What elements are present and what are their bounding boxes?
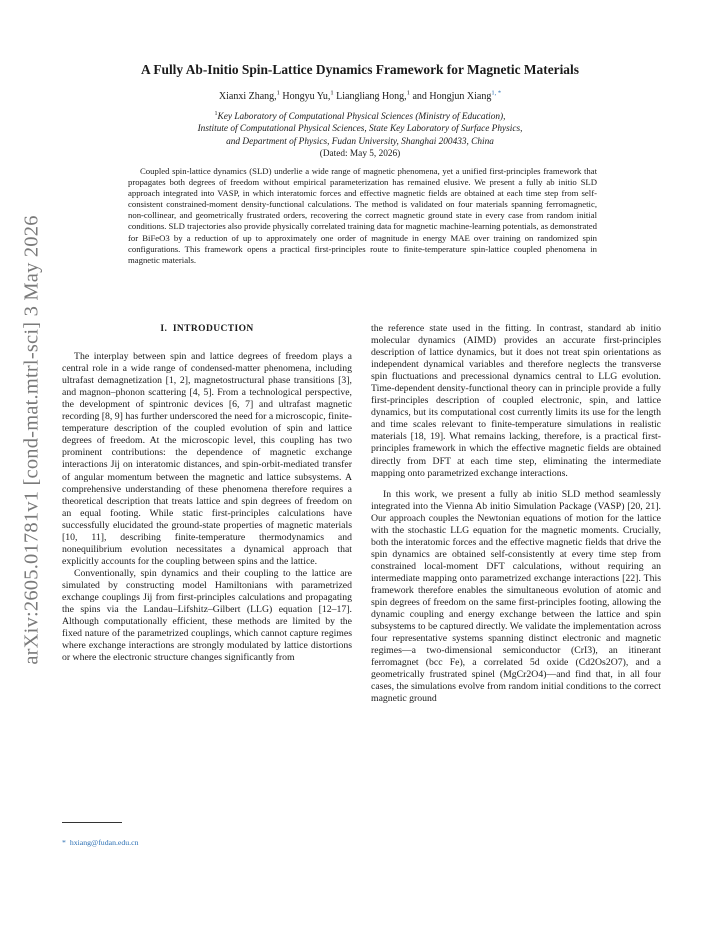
email-link[interactable]: hxiang@fudan.edu.cn <box>69 838 139 847</box>
paragraph: the reference state used in the fitting. In contrast, standard ab initio molecular dynamics (AIMD) provides an accurate first-principles description of lattice dynamics, but it does not treat spin orientations as independent dynamical variables and therefore neglects the transverse spin fluctuations and precessional dynamics central to LLG evolution. Time-dependent density-functional theory can in principle provide a fully first-principles description of coupled electronic, spin, and lattice dynamics, but its computational cost currently limits its use for the length and time scales relevant to finite-temperature simulations in realistic materials [18, 19]. What remains lacking, therefore, is a practical first-principles framework in which the effective magnetic fields are obtained directly from DFT at each time step, eliminating the intermediate mapping onto parametrized exchange interactions. <box>371 323 661 479</box>
arxiv-identifier: arXiv:2605.01781v1 [cond-mat.mtrl-sci] 3 May 2026 <box>20 215 43 665</box>
paper-title: A Fully Ab-Initio Spin-Lattice Dynamics Framework for Magnetic Materials <box>141 62 579 77</box>
footnote: * hxiang@fudan.edu.cn <box>62 838 139 847</box>
left-column <box>62 323 352 664</box>
author: and Hongjun Xiang$^{1, *}$ <box>412 90 502 103</box>
section-heading: I. INTRODUCTION <box>160 324 254 334</box>
paragraph: In this work, we present a fully ab initio SLD method seamlessly integrated into the Vienna Ab initio Simulation Package (VASP) [20, 21]. Our approach couples the Newtonian equations of motion for the lattice with the stochastic LLG equation for the magnetic moments. Crucially, both the interatomic forces and the effective magnetic fields that drive the spin dynamics are obtained self-consistently at every time step from constrained local-moment DFT calculations, without requiring an intermediate mapping onto parametrized exchange interactions [22]. This framework therefore enables the simultaneous evolution of atomic and spin degrees of freedom on the same first-principles footing, allowing the dynamic coupling and energy exchange between the lattice and spin subsystems to be captured directly. We validate the implementation across four representative systems spanning distinct electronic and magnetic regimes—a two-dimensional semiconductor (CrI3), an itinerant ferromagnet (bcc Fe), a correlated 5d oxide (Cd2Os2O7), and a geometrically frustrated spinel (MgCr2O4)—and find that, in all four cases, the simulations evolve from random initial conditions to the correct magnetic ground <box>371 488 661 705</box>
paragraph: Conventionally, spin dynamics and their coupling to the lattice are simulated by constructing model Hamiltonians with parametrized exchange couplings Jij from first-principles calculations and propagating the spins via the Landau–Lifshitz–Gilbert (LLG) equation [12–17]. Although computationally efficient, these methods are limited by the fixed nature of the parametrized couplings, which cannot capture regimes where exchange interactions are strongly modulated by lattice distortions or where the electronic structure changes significantly from <box>62 567 352 664</box>
right-column <box>371 323 661 705</box>
affiliation-line: and Department of Physics, Fudan University, Shanghai 200433, China <box>226 136 494 147</box>
affiliation-block <box>60 108 660 160</box>
abstract: Coupled spin-lattice dynamics (SLD) underlie a wide range of magnetic phenomena, yet a unified first-principles framework that propagates both degrees of freedom without empirical parameterization has remained elusive. We present a fully ab initio SLD approach integrated into VASP, in which interatomic forces and effective magnetic fields are obtained at each time step from self-consistent constrained-moment density-functional calculations. The method is validated on four materials spanning ferromagnetic, non-collinear, and geometrically frustrated orders, recovering the correct magnetic ground state in every case from random initial conditions. SLD trajectories also provide physically correlated training data for magnetic machine-learning potentials, as demonstrated for BiFeO3 by a reduction of up to approximately one order of magnitude in energy MAE over training on randomized spin configurations. This framework opens a practical first-principles route to finite-temperature spin-lattice coupled phenomena in magnetic materials. <box>128 166 597 265</box>
affiliation-line: $^1$Key Laboratory of Computational Physical Sciences (Ministry of Education), <box>214 111 506 123</box>
author: Liangliang Hong,$^1$ <box>336 90 410 103</box>
author: Hongyu Yu,$^1$ <box>282 90 334 103</box>
paragraph: The interplay between spin and lattice degrees of freedom plays a central role in a wide range of condensed-matter phenomena, including ultrafast demagnetization [1, 2], magnetostructural phase transitions [3], and magnon–phonon scattering [4, 5]. From a technological perspective, the development of spintronic devices [6, 7] and ultrafast magnetic recording [8, 9] has further underscored the need for a microscopic, finite-temperature description of the coupled evolution of spin and lattice degrees of freedom. At the microscopic level, this coupling has two prominent contributions: the dependence of magnetic exchange interactions Jij on interatomic distances, and spin-orbit-mediated transfer of angular momentum between the magnetic and lattice subsystems. A comprehensive understanding of these phenomena therefore requires a theoretical description that treats lattice and spin degrees of freedom on an equal footing. While static first-principles calculations have successfully elucidated the ground-state properties of magnetic materials [10, 11], describing finite-temperature thermodynamics and nonequilibrium evolution necessitates a dynamical approach that explicitly accounts for the coupling between spins and the lattice. <box>62 351 352 567</box>
author-list <box>60 90 660 102</box>
arxiv-sidebar-stamp <box>14 210 50 670</box>
footnote-divider <box>62 822 122 823</box>
date-line: (Dated: May 5, 2026) <box>319 148 401 159</box>
affiliation-line: Institute of Computational Physical Sciences, State Key Laboratory of Surface Physics, <box>197 124 523 135</box>
author: Xianxi Zhang,$^1$ <box>218 90 280 103</box>
